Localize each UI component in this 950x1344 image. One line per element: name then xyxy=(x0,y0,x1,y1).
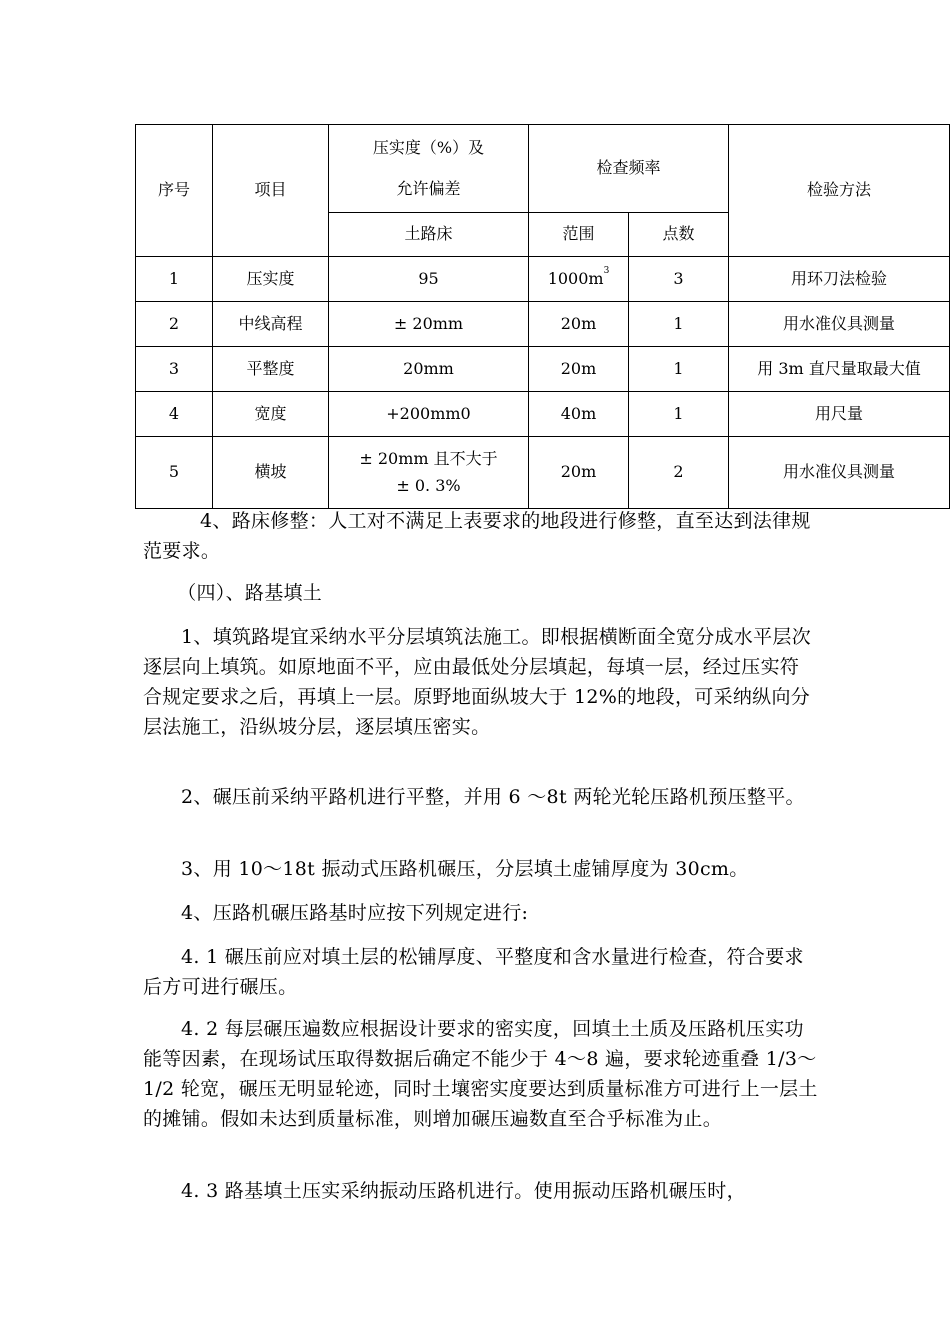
cell-seq: 2 xyxy=(136,302,213,347)
header-item: 项目 xyxy=(213,125,329,257)
header-frequency: 检查频率 xyxy=(529,125,729,213)
cell-method: 用水准仪具测量 xyxy=(729,302,950,347)
table-row xyxy=(136,347,950,392)
cell-method: 用环刀法检验 xyxy=(729,257,950,302)
cell-value: ± 20mm xyxy=(329,302,529,347)
cell-method: 用 3m 直尺量取最大值 xyxy=(729,347,950,392)
header-points: 点数 xyxy=(629,213,729,257)
cell-range: 20m xyxy=(529,302,629,347)
paragraph-rule-4-3: 4. 3 路基填土压实采纳振动压路机进行。使用振动压路机碾压时， xyxy=(181,1180,746,1202)
paragraph-vibration-roller: 3、用 10～18t 振动式压路机碾压，分层填土虚铺厚度为 30cm。 xyxy=(181,858,749,880)
section-heading: （四）、路基填土 xyxy=(177,582,323,604)
cell-item: 平整度 xyxy=(213,347,329,392)
header-subgrade: 土路床 xyxy=(329,213,529,257)
table-row xyxy=(136,302,950,347)
cell-value xyxy=(329,437,529,509)
cell-points: 2 xyxy=(629,437,729,509)
cell-seq: 1 xyxy=(136,257,213,302)
cell-points: 3 xyxy=(629,257,729,302)
cell-points: 1 xyxy=(629,302,729,347)
cell-seq: 5 xyxy=(136,437,213,509)
table-row xyxy=(136,257,950,302)
header-seq: 序号 xyxy=(136,125,213,257)
cell-range: 20m xyxy=(529,347,629,392)
cell-points: 1 xyxy=(629,347,729,392)
cell-value: +200mm0 xyxy=(329,392,529,437)
cell-range xyxy=(529,257,629,302)
cell-item: 压实度 xyxy=(213,257,329,302)
header-compaction-line2: 允许偏差 xyxy=(396,178,461,198)
cell-method: 用水准仪具测量 xyxy=(729,437,950,509)
cell-range-text: 1000m xyxy=(547,268,604,288)
cell-item: 横坡 xyxy=(213,437,329,509)
cell-range-sup: 3 xyxy=(603,265,610,276)
cell-seq: 3 xyxy=(136,347,213,392)
cell-value: 95 xyxy=(329,257,529,302)
paragraph-roller-rules: 4、压路机碾压路基时应按下列规定进行: xyxy=(181,902,529,924)
header-range: 范围 xyxy=(529,213,629,257)
paragraph-subgrade-trim: 4、路床修整：人工对不满足上表要求的地段进行修整，直至达到法律规范要求。 xyxy=(143,510,811,562)
cell-seq: 4 xyxy=(136,392,213,437)
cell-item: 中线高程 xyxy=(213,302,329,347)
paragraph-grading: 2、碾压前采纳平路机进行平整，并用 6 ～8t 两轮光轮压路机预压整平。 xyxy=(181,786,805,808)
cell-value-line2: ± 0. 3% xyxy=(396,475,461,495)
header-compaction xyxy=(329,125,529,213)
cell-value-line1: ± 20mm 且不大于 xyxy=(359,448,498,468)
header-method: 检验方法 xyxy=(729,125,950,257)
paragraph-fill-method: 1、填筑路堤宜采纳水平分层填筑法施工。即根据横断面全宽分成水平层次逐层向上填筑。如原地面不平，应由最低处分层填起，每填一层，经过压实符合规定要求之后，再填上一层。原野地面纵坡大于 12%的地段，可采纳纵向分层法施工，沿纵坡分层，逐层填压密实。 xyxy=(143,626,811,738)
header-compaction-line1: 压实度（%）及 xyxy=(372,137,485,157)
table-row xyxy=(136,437,950,509)
table-row xyxy=(136,392,950,437)
inspection-table xyxy=(135,124,950,509)
cell-range: 20m xyxy=(529,437,629,509)
cell-value: 20mm xyxy=(329,347,529,392)
paragraph-rule-4-1: 4. 1 碾压前应对填土层的松铺厚度、平整度和含水量进行检查，符合要求后方可进行碾压。 xyxy=(143,946,804,998)
cell-item: 宽度 xyxy=(213,392,329,437)
cell-range: 40m xyxy=(529,392,629,437)
paragraph-rule-4-2: 4. 2 每层碾压遍数应根据设计要求的密实度，回填土土质及压路机压实功能等因素，在现场试压取得数据后确定不能少于 4～8 遍，要求轮迹重叠 1/3～1/2 轮宽，碾压无明显轮迹，同时土壤密实度要达到质量标准方可进行上一层土的摊铺。假如未达到质量标准，则增加碾压遍数直至合乎标准为止。 xyxy=(143,1018,818,1130)
cell-points: 1 xyxy=(629,392,729,437)
cell-method: 用尺量 xyxy=(729,392,950,437)
